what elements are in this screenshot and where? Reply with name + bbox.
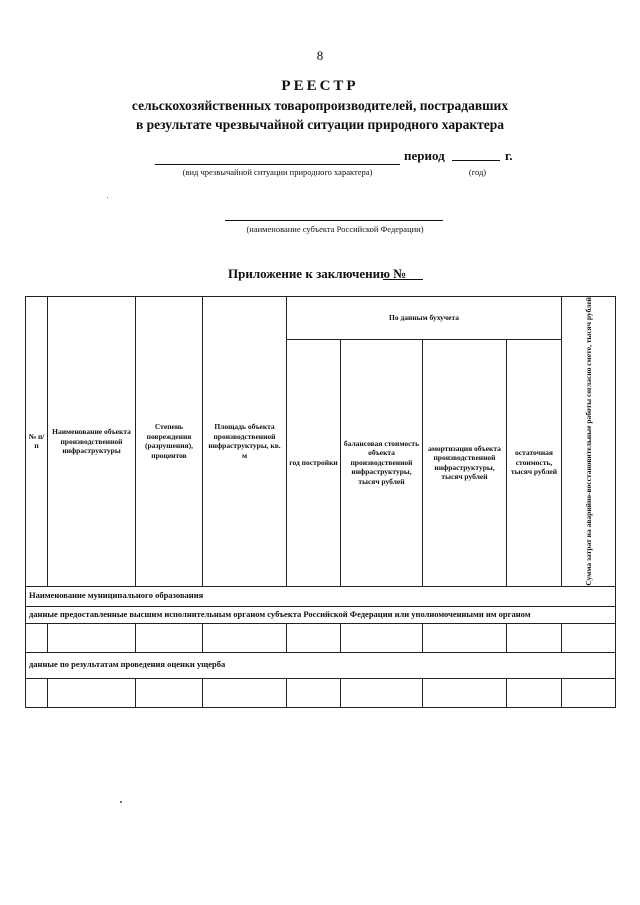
header-num: № п/п bbox=[26, 297, 48, 587]
period-label: период bbox=[404, 148, 445, 163]
cell bbox=[136, 623, 203, 652]
annex-number-line bbox=[383, 279, 423, 280]
header-costs-cell bbox=[562, 297, 616, 587]
header-year: год постройки bbox=[287, 339, 341, 586]
year-line bbox=[452, 160, 500, 161]
cell bbox=[203, 623, 287, 652]
subtitle-line-1: сельскохозяйственных товаропроизводителей, пострадавших bbox=[131, 98, 509, 113]
cell bbox=[48, 623, 136, 652]
row-data-assessment: данные по результатам проведения оценки ущерба bbox=[26, 652, 616, 678]
cell bbox=[26, 678, 48, 707]
subject-name-line bbox=[225, 220, 443, 221]
cell bbox=[136, 678, 203, 707]
hint-year: (год) bbox=[468, 167, 487, 177]
cell bbox=[341, 623, 423, 652]
header-residual: остаточная стоимость, тысяч рублей bbox=[507, 339, 562, 586]
cell bbox=[341, 678, 423, 707]
cell bbox=[507, 678, 562, 707]
cell bbox=[423, 678, 507, 707]
scan-speck bbox=[107, 197, 108, 198]
scan-speck bbox=[120, 801, 122, 803]
header-balance: балансовая стоимость объекта производственной инфраструктуры, тысяч рублей bbox=[341, 339, 423, 586]
header-name: Наименование объекта производственной инфраструктуры bbox=[48, 297, 136, 587]
table-row bbox=[26, 623, 616, 652]
cell bbox=[423, 623, 507, 652]
emergency-type-line bbox=[155, 164, 400, 165]
cell bbox=[287, 678, 341, 707]
subtitle-line-2: в результате чрезвычайной ситуации природного характера bbox=[135, 117, 504, 132]
cell bbox=[287, 623, 341, 652]
cell bbox=[507, 623, 562, 652]
annex-label: Приложение к заключению № bbox=[228, 266, 407, 281]
header-area: Площадь объекта производственной инфраструктуры, кв. м bbox=[203, 297, 287, 587]
cell bbox=[203, 678, 287, 707]
registry-table bbox=[25, 296, 616, 708]
hint-subject: (наименование субъекта Российской Федерации) bbox=[246, 224, 424, 234]
hint-emergency-type: (вид чрезвычайной ситуации природного характера) bbox=[182, 167, 373, 177]
row-data-subject: данные предоставленные высшим исполнительным органом субъекта Российской Федерации или уполномоченными им органом bbox=[26, 606, 616, 623]
cell bbox=[562, 623, 616, 652]
header-damage: Степень повреждения (разрушения), процентов bbox=[136, 297, 203, 587]
table-row bbox=[26, 678, 616, 707]
row-municipality: Наименование муниципального образования bbox=[26, 586, 616, 606]
header-amortization: амортизация объекта производственной инфраструктуры, тысяч рублей bbox=[423, 339, 507, 586]
cell bbox=[562, 678, 616, 707]
cell bbox=[48, 678, 136, 707]
header-accounting-group: По данным бухучета bbox=[287, 297, 562, 340]
header-costs: Сумма затрат на аварийно-восстановительные работы согласно смете, тысяч рублей bbox=[584, 297, 593, 586]
cell bbox=[26, 623, 48, 652]
year-suffix: г. bbox=[505, 148, 513, 163]
document-title: РЕЕСТР bbox=[281, 78, 359, 94]
page-number: 8 bbox=[316, 48, 324, 63]
document-subtitle bbox=[0, 96, 640, 134]
